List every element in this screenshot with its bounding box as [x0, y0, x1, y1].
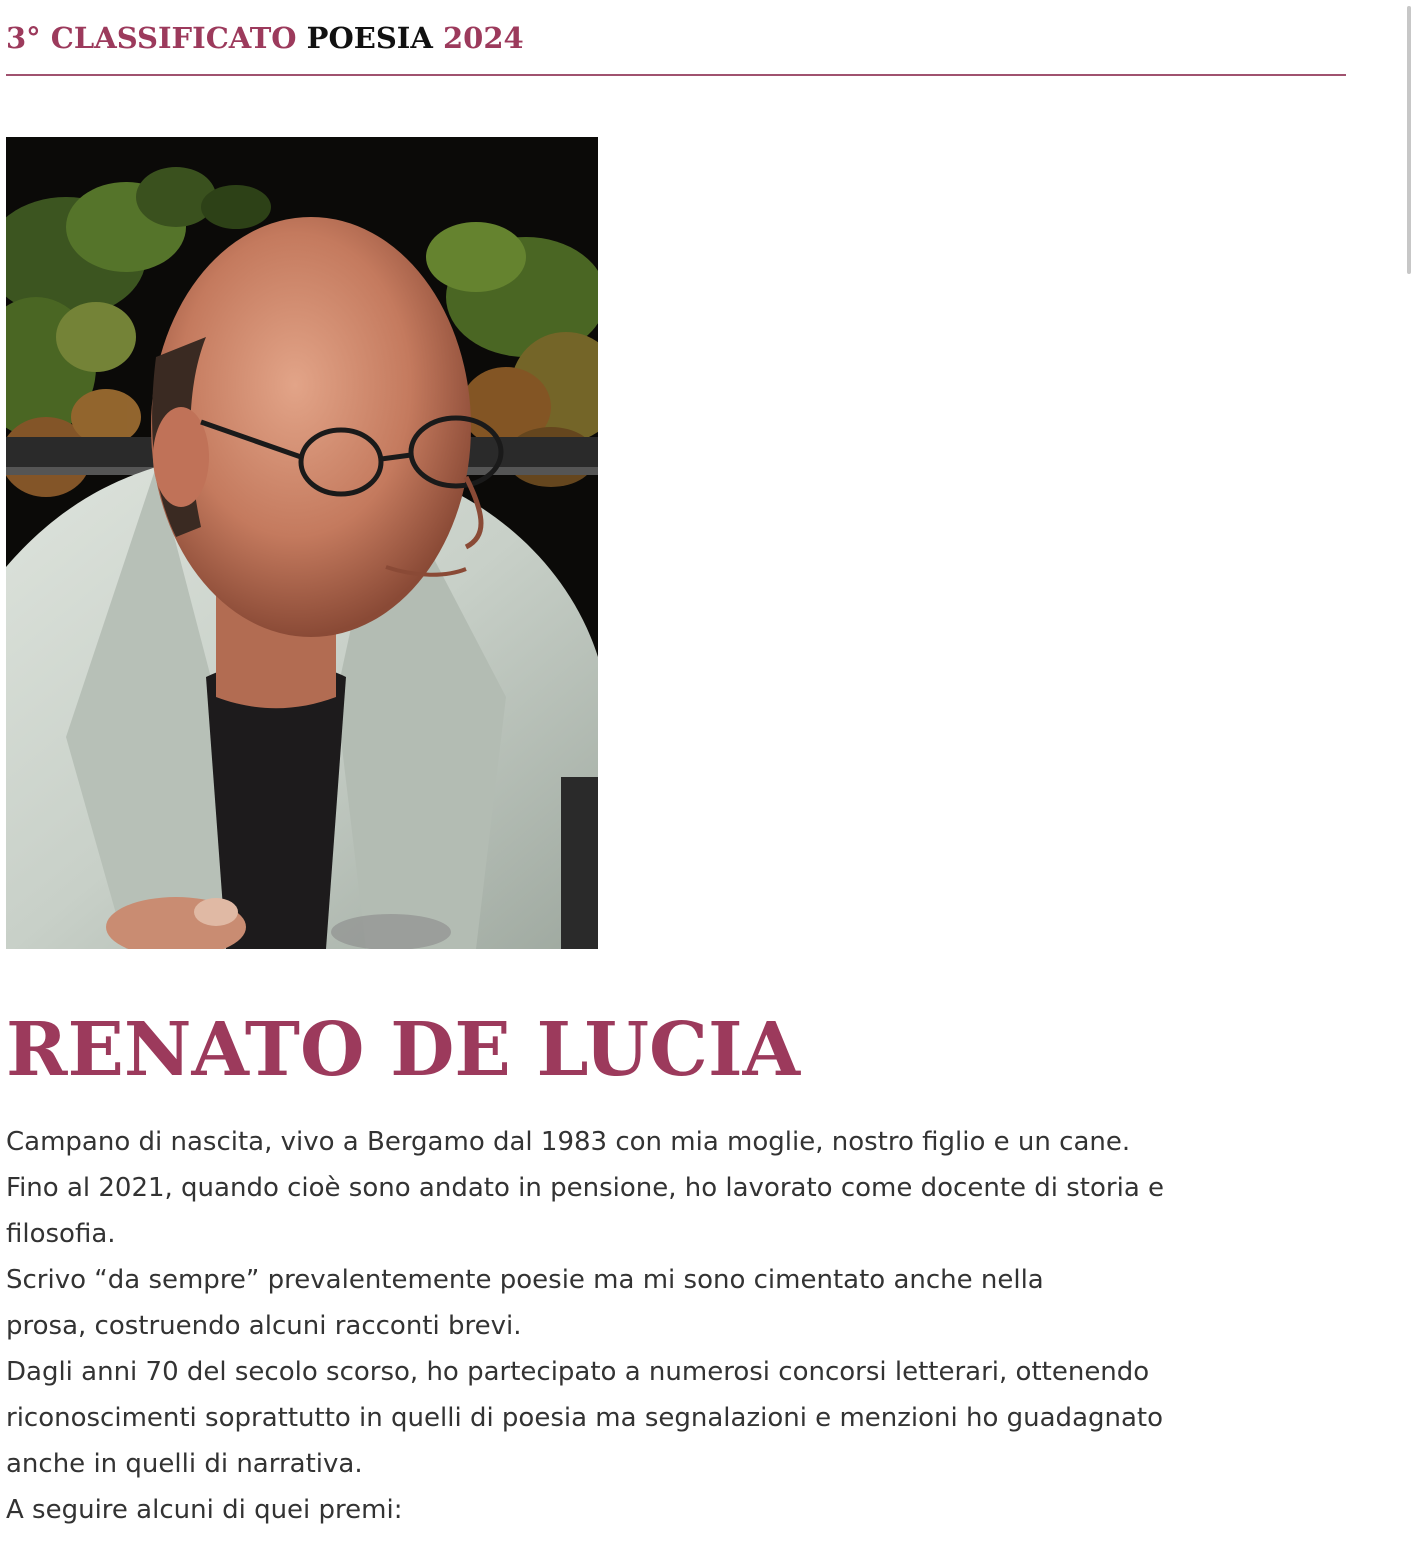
bio-line: A seguire alcuni di quei premi: [6, 1495, 403, 1525]
category-label: POESIA [306, 21, 433, 55]
vertical-scrollbar[interactable] [1406, 0, 1412, 280]
header-divider [6, 74, 1346, 76]
bio-line: prosa, costruendo alcuni racconti brevi. [6, 1311, 522, 1341]
year-label: 2024 [442, 21, 524, 55]
bio-line: anche in quelli di narrativa. [6, 1449, 363, 1479]
portrait-illustration [6, 137, 598, 949]
bio-line: Dagli anni 70 del secolo scorso, ho partecipato a numerosi concorsi letterari, ottenendo [6, 1357, 1150, 1387]
bio-line: filosofia. [6, 1219, 116, 1249]
rank-label: 3° CLASSIFICATO [6, 21, 297, 55]
scrollbar-thumb[interactable] [1407, 6, 1411, 274]
author-portrait [6, 137, 598, 949]
bio-line: Campano di nascita, vivo a Bergamo dal 1983 con mia moglie, nostro figlio e un cane. [6, 1127, 1131, 1157]
author-name: RENATO DE LUCIA [6, 1007, 800, 1093]
bio-line: riconoscimenti soprattutto in quelli di poesia ma segnalazioni e menzioni ho guadagnato [6, 1403, 1164, 1433]
author-bio [6, 1119, 1356, 1533]
bio-line: Fino al 2021, quando cioè sono andato in pensione, ho lavorato come docente di storia e [6, 1173, 1165, 1203]
page-header [6, 18, 524, 58]
bio-line: Scrivo “da sempre” prevalentemente poesie ma mi sono cimentato anche nella [6, 1265, 1044, 1295]
